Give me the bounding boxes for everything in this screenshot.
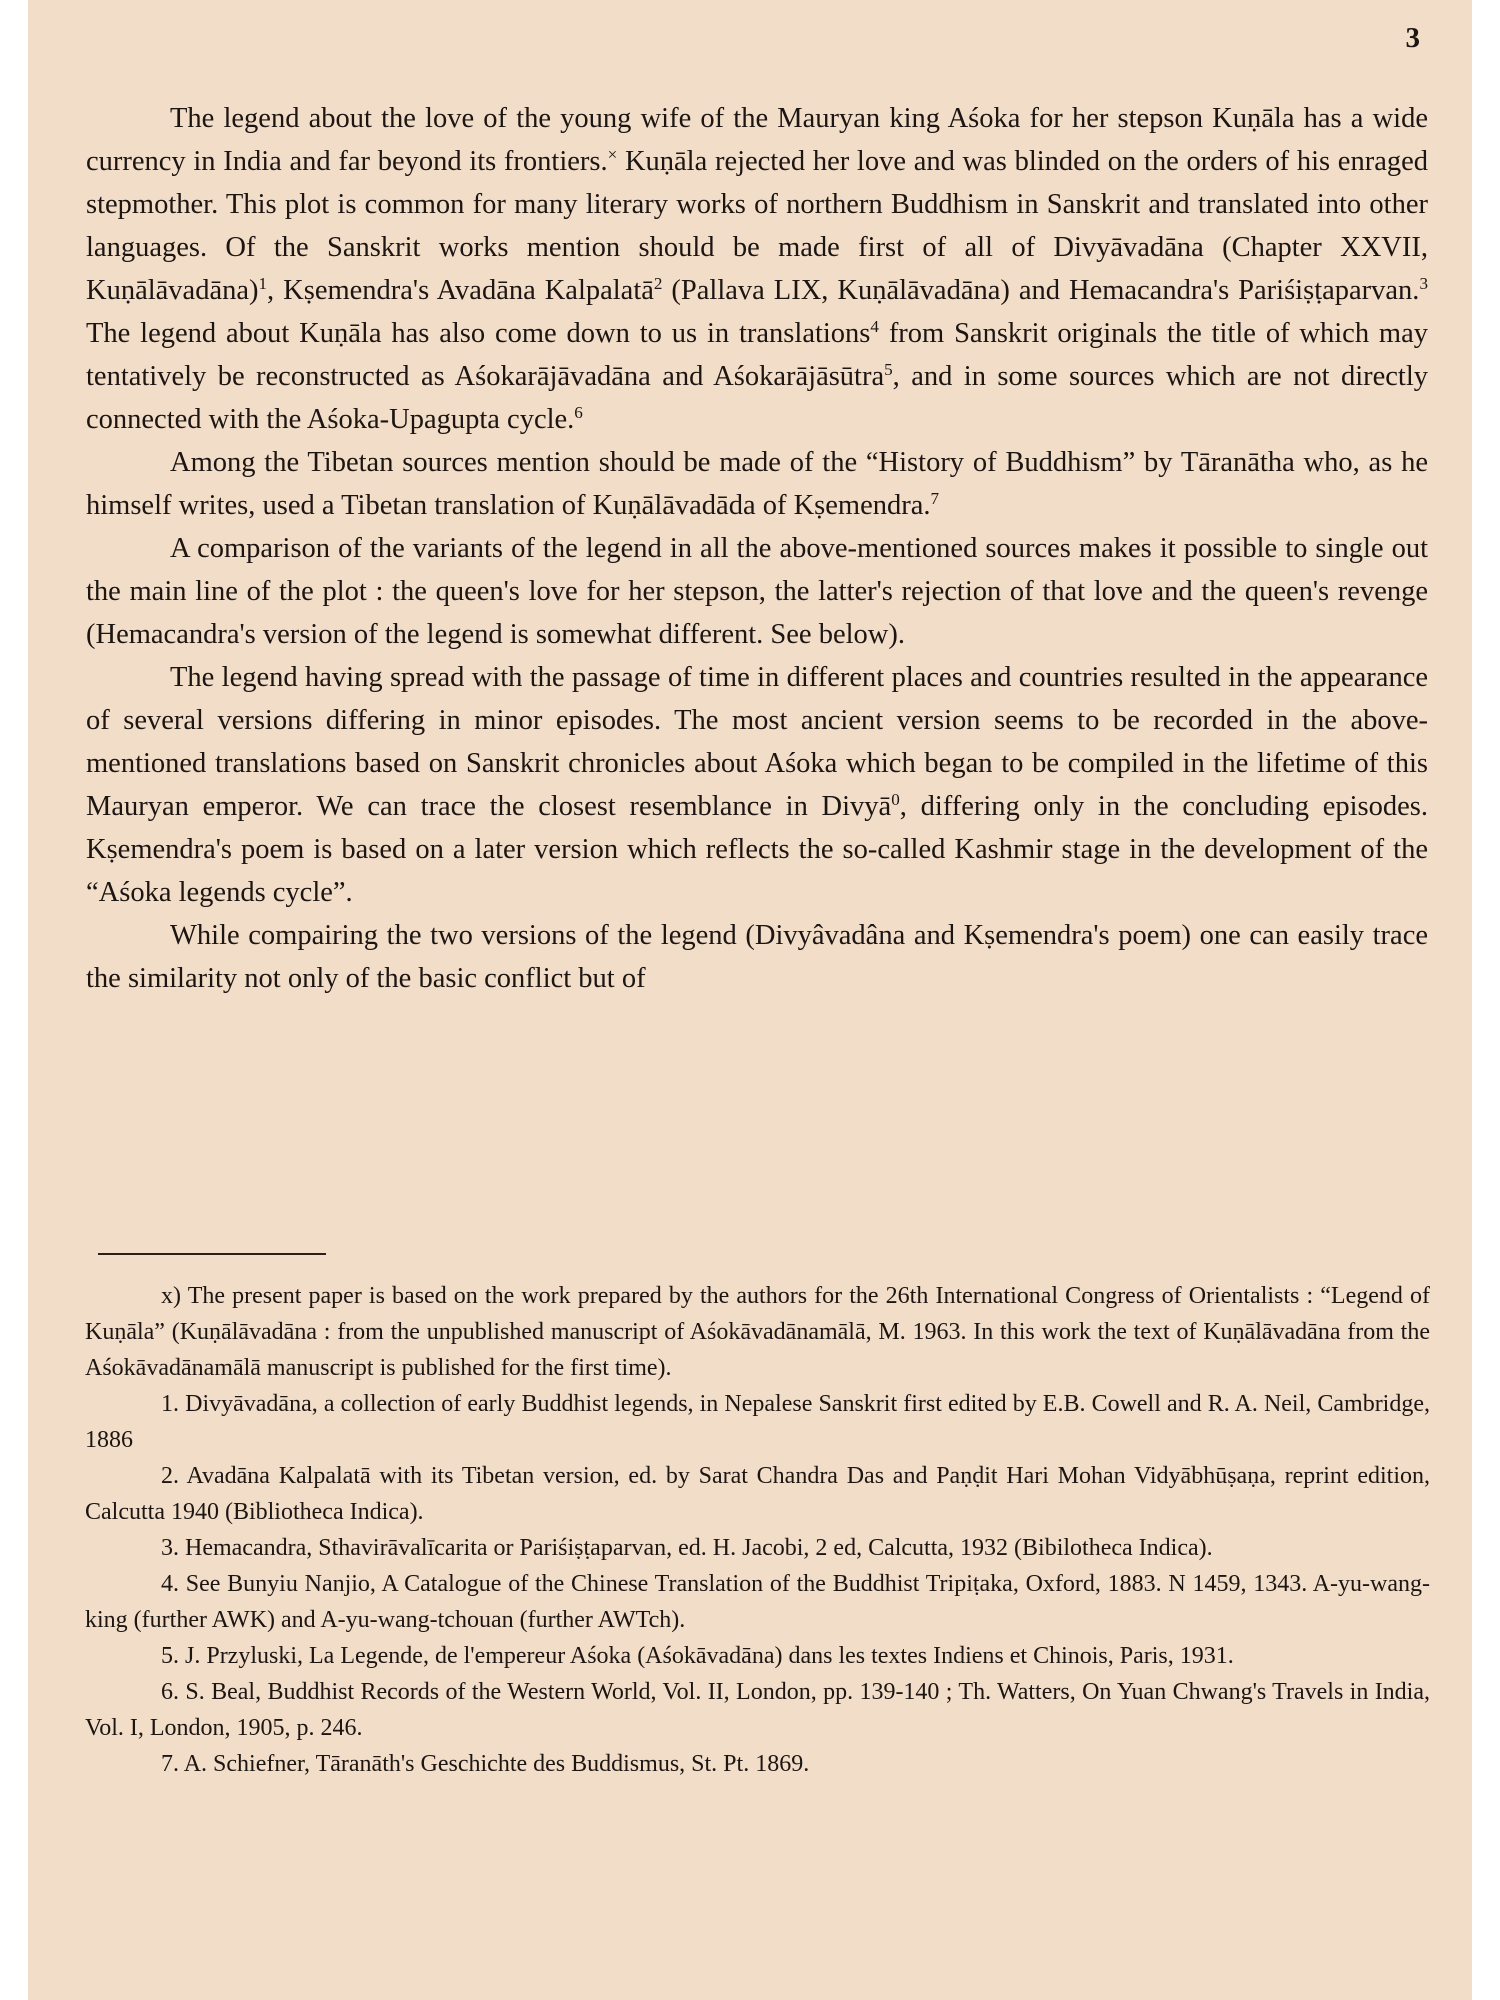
footnote (85, 1386, 1430, 1458)
footnote-divider (98, 1253, 326, 1255)
footnote (85, 1746, 1430, 1782)
book-page (28, 0, 1472, 2000)
footnote-marker: 6. (161, 1679, 179, 1705)
footnote-text: A. Schiefner, Tāranāth's Geschichte des Buddismus, St. Pt. 1869. (183, 1751, 810, 1777)
footnote-ref: 3 (1419, 273, 1428, 293)
footnote (85, 1458, 1430, 1530)
footnote-ref: 5 (884, 359, 893, 379)
footnote-text: The present paper is based on the work prepared by the authors for the 26th International Congress of Orientalists : “Legend of Kuṇāla” (Kuṇālāvadāna : from the unpublished manuscript of Aśokāvadānamālā, M. 1963. In this work the text of Kuṇālāvadāna from the Aśokāvadānamālā manuscript is published for the first time). (85, 1283, 1430, 1381)
footnote (85, 1638, 1430, 1674)
footnote-marker: 3. (161, 1535, 179, 1561)
footnote (85, 1278, 1430, 1386)
footnotes (85, 1278, 1430, 1782)
footnote-marker: 7. (161, 1751, 179, 1777)
footnote-marker: 2. (161, 1463, 179, 1489)
page-number: 3 (1405, 22, 1420, 54)
footnote-ref: 7 (930, 488, 940, 508)
footnote-marker: x) (161, 1283, 181, 1309)
footnote-ref: 2 (653, 273, 663, 293)
paragraph: While compairing the two versions of the legend (Divyâvadâna and Kṣemendra's poem) one can easily trace the similarity not only of the basic conflict but of (86, 920, 1428, 994)
paragraph: A comparison of the variants of the legend in all the above-mentioned sources makes it possible to single out the main line of the plot : the queen's love for her stepson, the latter's rejection of that love and the queen's revenge (Hemacandra's version of the legend is somewhat different. See below). (86, 533, 1428, 650)
footnote-text: Hemacandra, Sthavirāvalīcarita or Pariśiṣṭaparvan, ed. H. Jacobi, 2 ed, Calcutta, 1932 (Bibilotheca Indica). (185, 1535, 1213, 1561)
footnote-marker: 1. (161, 1391, 179, 1417)
footnote (85, 1530, 1430, 1566)
paragraph: Among the Tibetan sources mention should be made of the “History of Buddhism” by Tāranātha who, as he himself writes, used a Tibetan translation of Kuṇālāvadāda of Kṣemendra.$^7$ (86, 447, 1428, 521)
footnote-text: S. Beal, Buddhist Records of the Western World, Vol. II, London, pp. 139-140 ; Th. Watters, On Yuan Chwang's Travels in India, Vol. I, London, 1905, p. 246. (85, 1679, 1431, 1741)
footnote-text: J. Przyluski, La Legende, de l'empereur Aśoka (Aśokāvadāna) dans les textes Indiens et Chinois, Paris, 1931. (185, 1643, 1234, 1669)
footnote-ref: 4 (870, 316, 879, 336)
footnote-ref: 6 (574, 402, 583, 422)
main-text (86, 97, 1428, 1000)
footnote-text: Avadāna Kalpalatā with its Tibetan version, ed. by Sarat Chandra Das and Paṇḍit Hari Mohan Vidyābhūṣaṇa, reprint edition, Calcutta 1940 (Bibliotheca Indica). (85, 1463, 1430, 1525)
footnote (85, 1566, 1430, 1638)
footnote-ref: 1 (258, 273, 268, 293)
footnote-ref: × (607, 144, 618, 164)
footnote-text: See Bunyiu Nanjio, A Catalogue of the Chinese Translation of the Buddhist Tripiṭaka, Oxford, 1883. N 1459, 1343. A-yu-wang-king (further AWK) and A-yu-wang-tchouan (further AWTch). (85, 1571, 1430, 1633)
paragraph: The legend having spread with the passage of time in different places and countries resulted in the appearance of several versions differing in minor episodes. The most ancient version seems to be recorded in the above-mentioned translations based on Sanskrit chronicles about Aśoka which began to be compiled in the lifetime of this Mauryan emperor. We can trace the closest resemblance in Divyā$^0$, differing only in the concluding episodes. Kṣemendra's poem is based on a later version which reflects the so-called Kashmir stage in the development of the “Aśoka legends cycle”. (86, 662, 1428, 908)
superscript: 0 (891, 789, 900, 809)
footnote-marker: 5. (161, 1643, 179, 1669)
footnote-text: Divyāvadāna, a collection of early Buddhist legends, in Nepalese Sanskrit first edited by E.B. Cowell and R. A. Neil, Cambridge, 1886 (85, 1391, 1431, 1453)
footnote-marker: 4. (161, 1571, 179, 1597)
paragraph: The legend about the love of the young wife of the Mauryan king Aśoka for her stepson Kuṇāla has a wide currency in India and far beyond its frontiers.× Kuṇāla rejected her love and was blinded on the orders of his enraged stepmother. This plot is common for many literary works of northern Buddhism in Sanskrit and translated into other languages. Of the Sanskrit works mention should be made first of all of Divyāvadāna (Chapter XXVII, Kuṇālāvadāna)$^1$, Kṣemendra's Avadāna Kalpalatā$^2$ (Pallava LIX, Kuṇālāvadāna) and Hemacandra's Pariśiṣṭaparvan.$^3$ The legend about Kuṇāla has also come down to us in translations$^4$ from Sanskrit originals the title of which may tentatively be reconstructed as Aśokarājāvadāna and Aśokarājāsūtra$^5$, and in some sources which are not directly connected with the Aśoka-Upagupta cycle.$^6$ (86, 103, 1429, 435)
footnote (85, 1674, 1430, 1746)
